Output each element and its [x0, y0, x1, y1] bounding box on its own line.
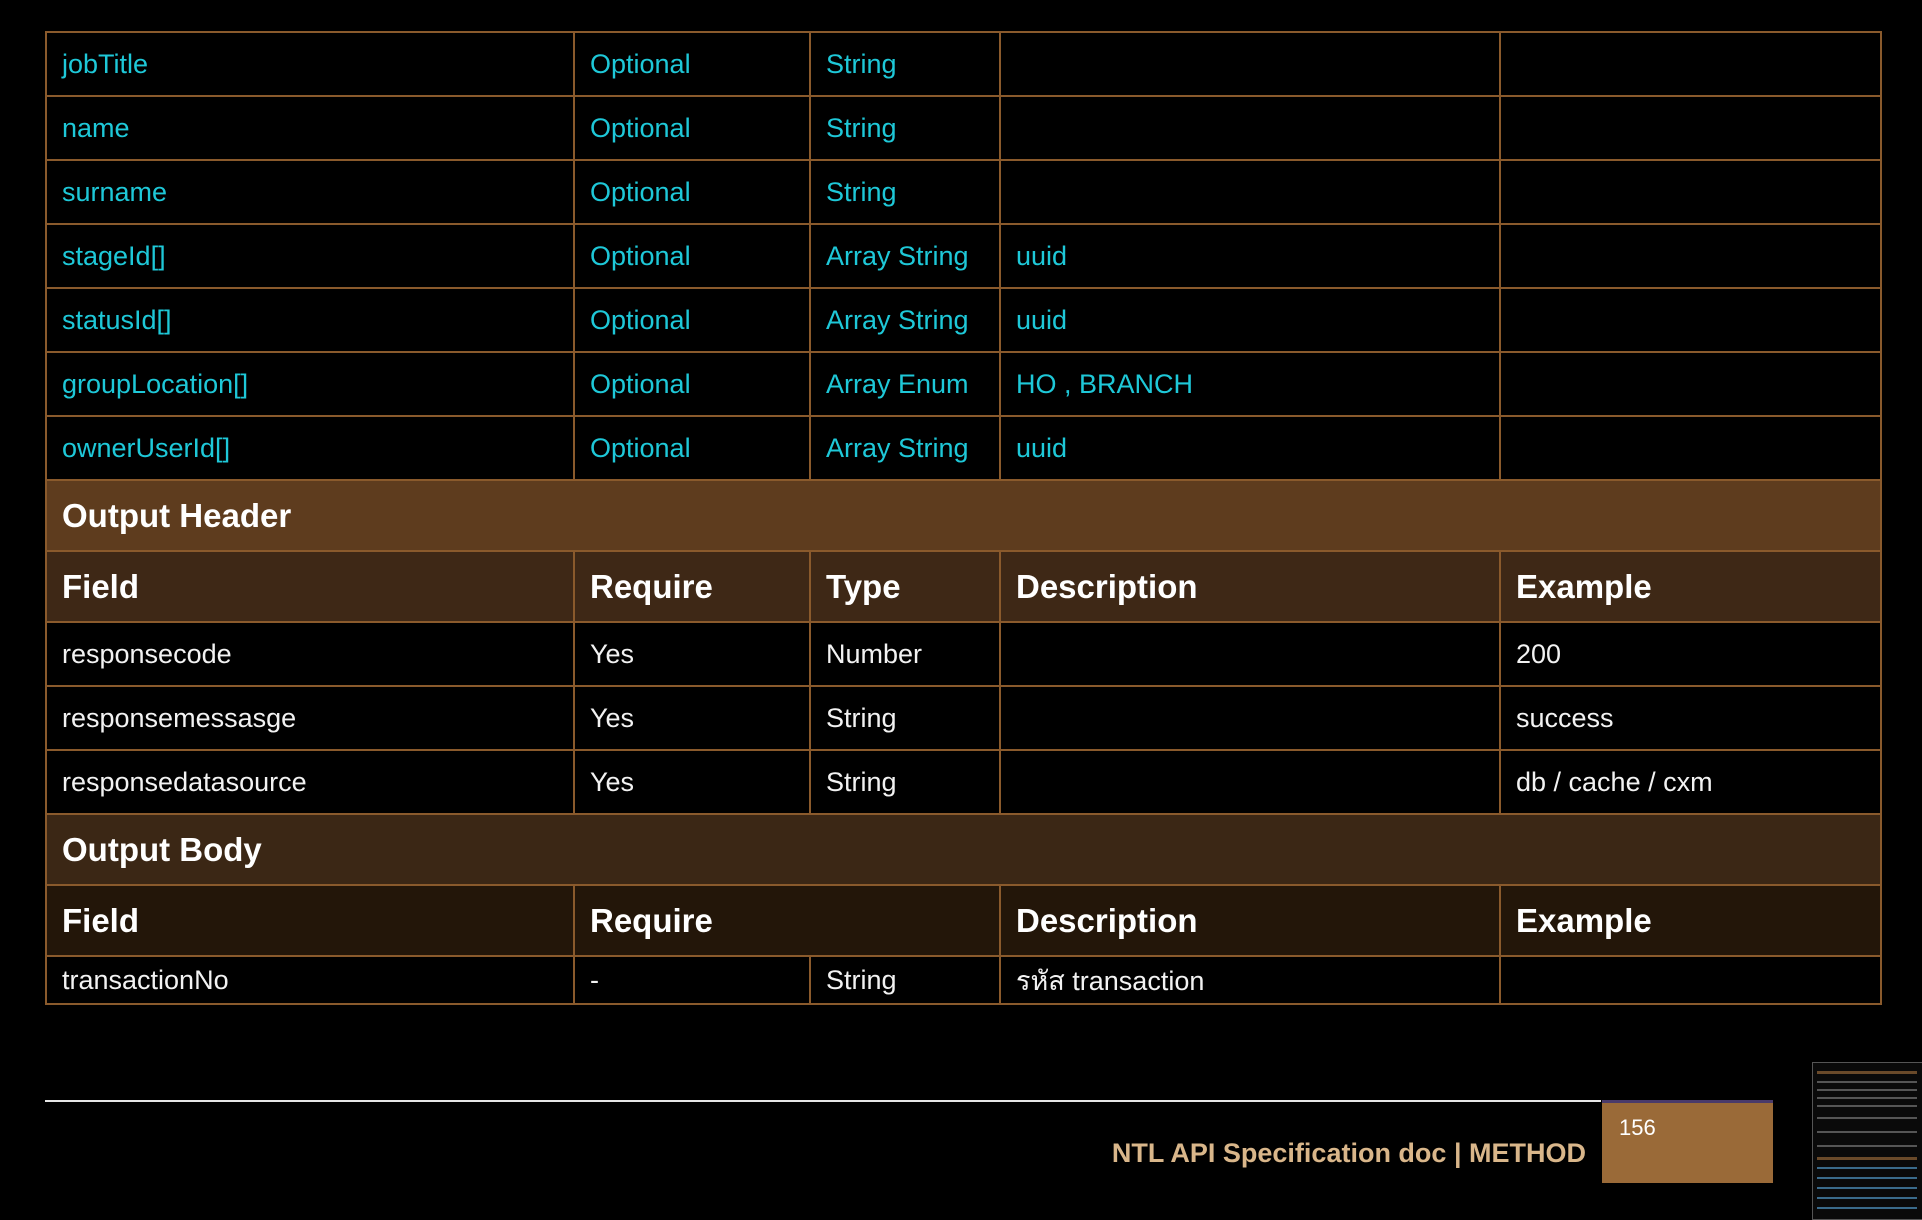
- type-cell: String: [810, 686, 1000, 750]
- table-row: [46, 956, 1881, 1004]
- table-row: [46, 750, 1881, 814]
- field-cell: transactionNo: [46, 956, 574, 1004]
- require-cell: Yes: [574, 686, 810, 750]
- type-cell: String: [810, 96, 1000, 160]
- field-cell: name: [46, 96, 574, 160]
- description-cell: [1000, 32, 1500, 96]
- thumbnail-line: [1817, 1097, 1917, 1099]
- thumbnail-line: [1817, 1089, 1917, 1091]
- section-title: Output Body: [46, 814, 1881, 885]
- column-header-field: Field: [46, 551, 574, 622]
- column-header-type: Type: [810, 551, 1000, 622]
- slide-thumbnail[interactable]: [1812, 1062, 1922, 1220]
- example-cell: [1500, 96, 1881, 160]
- type-cell: Array String: [810, 224, 1000, 288]
- thumbnail-line: [1817, 1167, 1917, 1169]
- table-row: [46, 416, 1881, 480]
- field-cell: responsemessasge: [46, 686, 574, 750]
- description-cell: uuid: [1000, 288, 1500, 352]
- type-cell: String: [810, 956, 1000, 1004]
- table-row: [46, 686, 1881, 750]
- description-cell: uuid: [1000, 224, 1500, 288]
- column-header-require: Require: [574, 551, 810, 622]
- example-cell: success: [1500, 686, 1881, 750]
- description-cell: [1000, 96, 1500, 160]
- column-header-example: Example: [1500, 551, 1881, 622]
- example-cell: db / cache / cxm: [1500, 750, 1881, 814]
- field-cell: responsecode: [46, 622, 574, 686]
- example-cell: [1500, 416, 1881, 480]
- table-row: [46, 352, 1881, 416]
- description-cell: [1000, 160, 1500, 224]
- require-cell: -: [574, 956, 810, 1004]
- thumbnail-line: [1817, 1071, 1917, 1074]
- column-header-description: Description: [1000, 551, 1500, 622]
- column-header-field: Field: [46, 885, 574, 956]
- field-cell: ownerUserId[]: [46, 416, 574, 480]
- column-header-row: [46, 551, 1881, 622]
- thumbnail-line: [1817, 1157, 1917, 1160]
- table-row: [46, 32, 1881, 96]
- page-number: 156: [1619, 1115, 1656, 1140]
- description-cell: [1000, 686, 1500, 750]
- thumbnail-line: [1817, 1177, 1917, 1179]
- type-cell: Array String: [810, 288, 1000, 352]
- example-cell: [1500, 288, 1881, 352]
- footer-title: NTL API Specification doc | METHOD: [1111, 1138, 1586, 1168]
- output-body-section: [46, 814, 1881, 885]
- section-title: Output Header: [46, 480, 1881, 551]
- description-cell: [1000, 750, 1500, 814]
- field-cell: statusId[]: [46, 288, 574, 352]
- table-row: [46, 160, 1881, 224]
- type-cell: String: [810, 160, 1000, 224]
- column-header-require: Require: [574, 885, 1000, 956]
- type-cell: Array Enum: [810, 352, 1000, 416]
- require-cell: Yes: [574, 622, 810, 686]
- require-cell: Optional: [574, 224, 810, 288]
- example-cell: [1500, 160, 1881, 224]
- thumbnail-line: [1817, 1081, 1917, 1083]
- field-cell: surname: [46, 160, 574, 224]
- field-cell: jobTitle: [46, 32, 574, 96]
- table-row: [46, 288, 1881, 352]
- page-number-box: [1602, 1100, 1773, 1183]
- description-cell: [1000, 622, 1500, 686]
- field-cell: responsedatasource: [46, 750, 574, 814]
- column-header-description: Description: [1000, 885, 1500, 956]
- require-cell: Optional: [574, 96, 810, 160]
- type-cell: String: [810, 750, 1000, 814]
- api-spec-table: [45, 31, 1882, 1005]
- field-cell: groupLocation[]: [46, 352, 574, 416]
- thumbnail-line: [1817, 1131, 1917, 1133]
- field-cell: stageId[]: [46, 224, 574, 288]
- example-cell: [1500, 352, 1881, 416]
- footer-divider: [45, 1100, 1601, 1102]
- thumbnail-line: [1817, 1187, 1917, 1189]
- require-cell: Optional: [574, 416, 810, 480]
- type-cell: Number: [810, 622, 1000, 686]
- thumbnail-line: [1817, 1197, 1917, 1199]
- type-cell: String: [810, 32, 1000, 96]
- thumbnail-line: [1817, 1117, 1917, 1119]
- type-cell: Array String: [810, 416, 1000, 480]
- require-cell: Yes: [574, 750, 810, 814]
- output-header-section: [46, 480, 1881, 551]
- require-cell: Optional: [574, 352, 810, 416]
- require-cell: Optional: [574, 288, 810, 352]
- description-cell: uuid: [1000, 416, 1500, 480]
- example-cell: [1500, 224, 1881, 288]
- description-cell: HO , BRANCH: [1000, 352, 1500, 416]
- example-cell: 200: [1500, 622, 1881, 686]
- table-row: [46, 622, 1881, 686]
- example-cell: [1500, 32, 1881, 96]
- description-cell: รหัส transaction: [1000, 956, 1500, 1004]
- table-row: [46, 224, 1881, 288]
- require-cell: Optional: [574, 160, 810, 224]
- example-cell: [1500, 956, 1881, 1004]
- column-header-example: Example: [1500, 885, 1881, 956]
- table-row: [46, 96, 1881, 160]
- thumbnail-line: [1817, 1105, 1917, 1107]
- thumbnail-line: [1817, 1145, 1917, 1147]
- thumbnail-line: [1817, 1207, 1917, 1209]
- require-cell: Optional: [574, 32, 810, 96]
- column-header-row: [46, 885, 1881, 956]
